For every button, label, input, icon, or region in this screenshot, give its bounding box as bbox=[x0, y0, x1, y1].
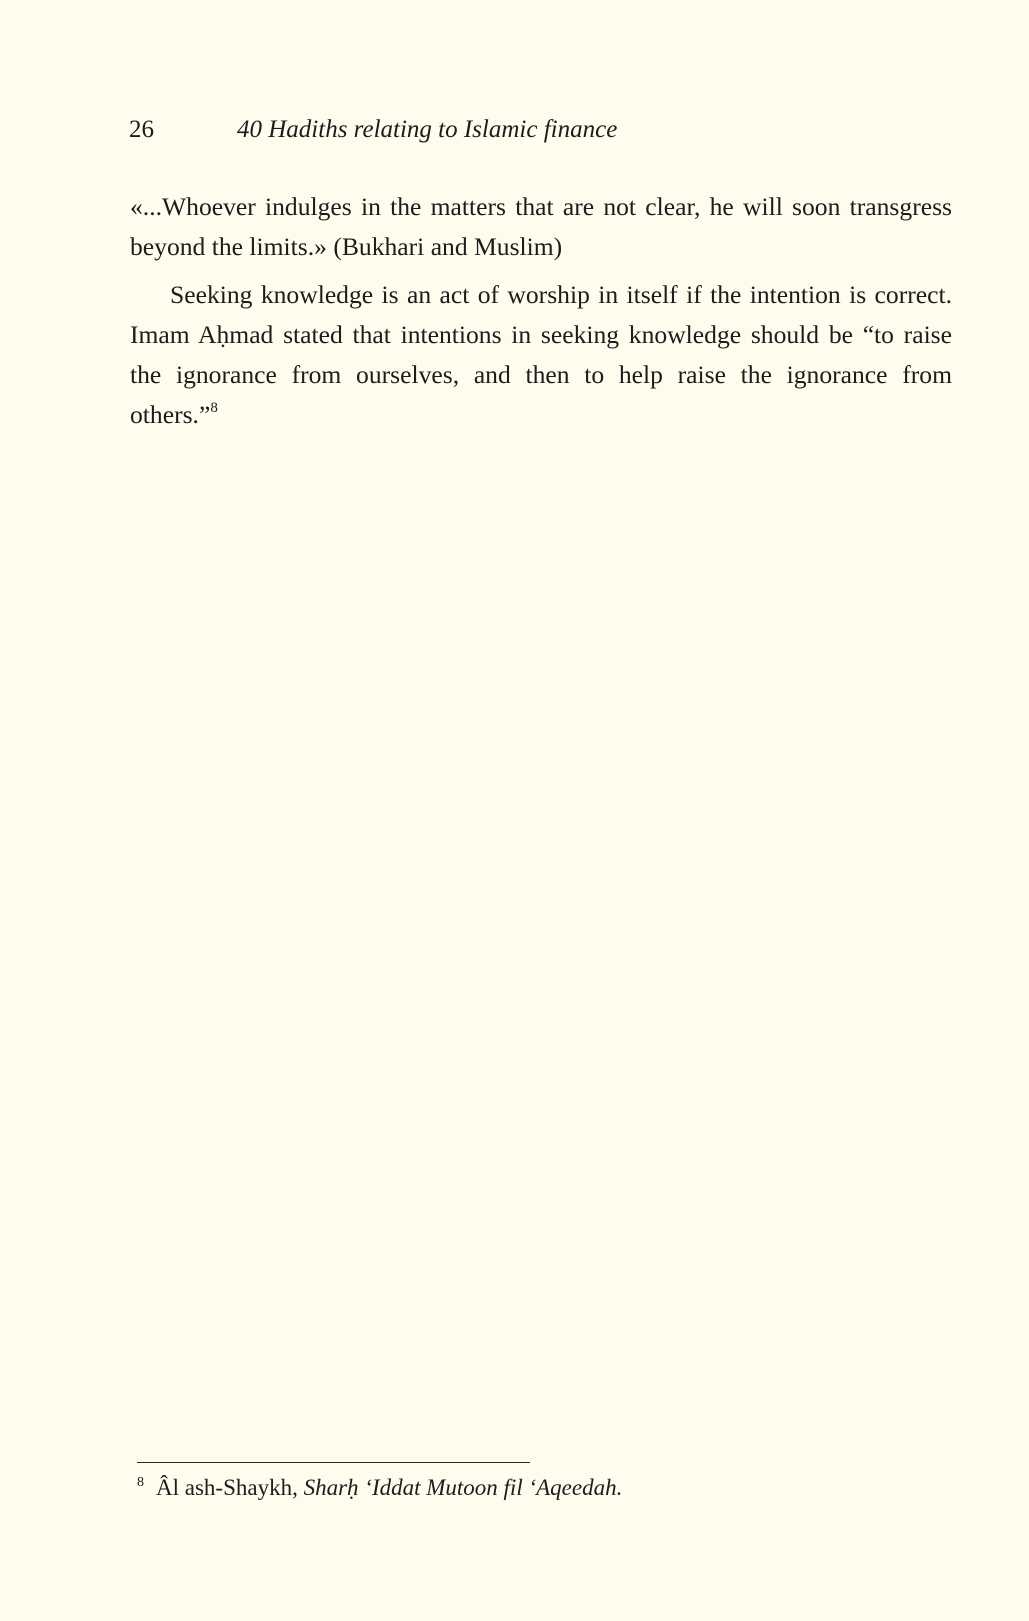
footnote-author: Âl ash-Shaykh, bbox=[156, 1475, 298, 1500]
page-number: 26 bbox=[129, 116, 154, 143]
body-text bbox=[130, 187, 952, 435]
body-paragraph bbox=[130, 275, 952, 435]
footnote-number: 8 bbox=[137, 1475, 144, 1490]
footnote-work-title: Sharḥ ‘Iddat Mutoon fil ‘Aqeedah. bbox=[303, 1475, 623, 1500]
footnote-reference[interactable]: 8 bbox=[210, 400, 218, 416]
book-title: 40 Hadiths relating to Islamic finance bbox=[237, 116, 618, 143]
paragraph-text: Seeking knowledge is an act of worship in itself if the intention is correct. Imam Aḥmad stated that intentions in seeking knowledge should be “to raise the ignorance from ourselves, and then to help raise the ignorance from others.” bbox=[130, 280, 952, 429]
running-head bbox=[129, 115, 617, 145]
footnote-divider bbox=[137, 1462, 530, 1463]
footnote bbox=[137, 1473, 622, 1503]
hadith-quote: «...Whoever indulges in the matters that are not clear, he will soon transgress beyond the limits.» (Bukhari and Muslim) bbox=[130, 192, 952, 261]
